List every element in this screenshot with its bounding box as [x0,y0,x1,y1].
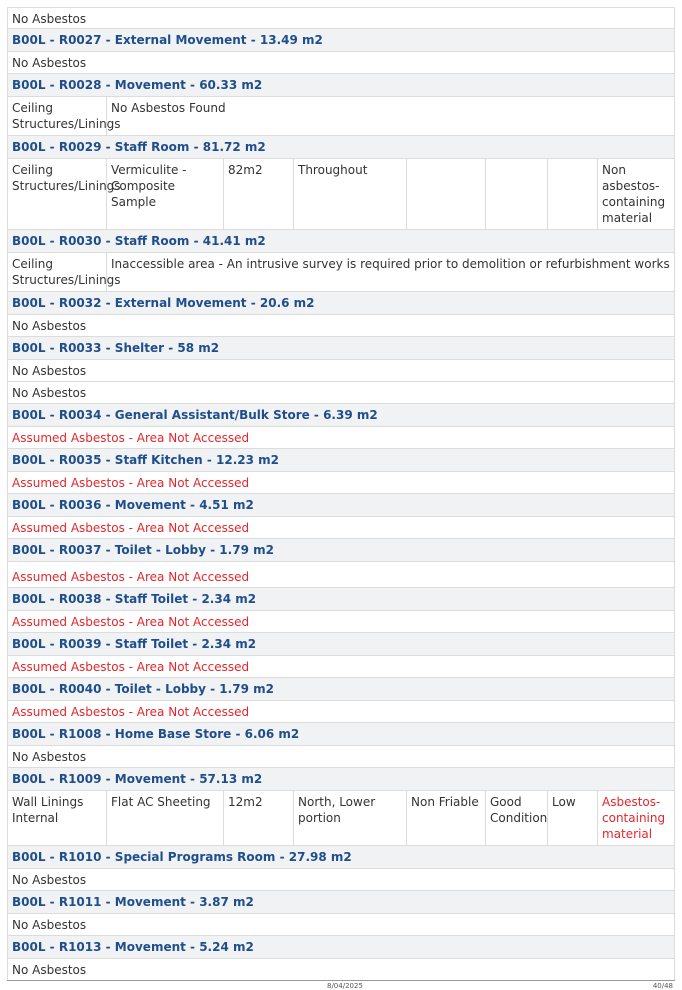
no-asbestos-row: No Asbestos [7,7,675,29]
condition-cell: Good Condition [485,791,547,845]
room-header: B00L - R0029 - Staff Room - 81.72 m2 [7,136,675,159]
quantity-cell: 82m2 [223,159,293,229]
quantity-cell: 12m2 [223,791,293,845]
no-asbestos-row: No Asbestos [7,360,675,382]
note-row [7,253,675,292]
status-cell: Asbestos-containing material [597,791,674,845]
no-asbestos-row: No Asbestos [7,315,675,337]
no-asbestos-row: No Asbestos [7,52,675,74]
assumed-asbestos-row: Assumed Asbestos - Area Not Accessed [7,427,675,449]
room-header: B00L - R1008 - Home Base Store - 6.06 m2 [7,723,675,746]
room-header: B00L - R0028 - Movement - 60.33 m2 [7,74,675,97]
extent-cell: Throughout [293,159,406,229]
assumed-asbestos-row: Assumed Asbestos - Area Not Accessed [7,562,675,588]
material-cell: Flat AC Sheeting [106,791,223,845]
material-cell: Vermiculite - Composite Sample [106,159,223,229]
page-footer [7,980,675,989]
sample-detail-row [7,791,675,846]
no-asbestos-row: No Asbestos [7,382,675,404]
assumed-asbestos-row: Assumed Asbestos - Area Not Accessed [7,517,675,539]
sample-detail-row [7,159,675,230]
location-cell: Ceiling Structures/Linings [12,257,121,287]
room-header: B00L - R1011 - Movement - 3.87 m2 [7,891,675,914]
room-header: B00L - R0032 - External Movement - 20.6 m2 [7,292,675,315]
room-header: B00L - R0033 - Shelter - 58 m2 [7,337,675,360]
location-cell: Ceiling Structures/Linings [12,101,121,131]
room-header: B00L - R0027 - External Movement - 13.49 m2 [7,29,675,52]
room-header: B00L - R1013 - Movement - 5.24 m2 [7,936,675,959]
no-asbestos-row: No Asbestos [7,869,675,891]
no-asbestos-row: No Asbestos [7,746,675,768]
footer-date: 8/04/2025 [327,982,363,990]
no-asbestos-row: No Asbestos [7,914,675,936]
room-header: B00L - R0038 - Staff Toilet - 2.34 m2 [7,588,675,611]
room-header: B00L - R1009 - Movement - 57.13 m2 [7,768,675,791]
room-header: B00L - R0040 - Toilet - Lobby - 1.79 m2 [7,678,675,701]
location-cell: Ceiling Structures/Linings [12,163,121,193]
asbestos-register-table [7,7,675,981]
assumed-asbestos-row: Assumed Asbestos - Area Not Accessed [7,472,675,494]
assumed-asbestos-row: Assumed Asbestos - Area Not Accessed [7,701,675,723]
extent-cell: North, Lower portion [293,791,406,845]
room-header: B00L - R0034 - General Assistant/Bulk Store - 6.39 m2 [7,404,675,427]
note-cell: Inaccessible area - An intrusive survey is required prior to demolition or refurbishment works [106,253,674,291]
room-header: B00L - R0030 - Staff Room - 41.41 m2 [7,230,675,253]
assumed-asbestos-row: Assumed Asbestos - Area Not Accessed [7,656,675,678]
condition-cell [485,159,547,229]
room-header: B00L - R0036 - Movement - 4.51 m2 [7,494,675,517]
risk-cell: Low [547,791,597,845]
footer-page-number: 40/48 [652,982,673,990]
friability-cell: Non Friable [406,791,485,845]
note-row [7,97,675,136]
location-cell: Wall Linings Internal [12,795,84,825]
assumed-asbestos-row: Assumed Asbestos - Area Not Accessed [7,611,675,633]
risk-cell [547,159,597,229]
status-cell: Non asbestos-containing material [597,159,674,229]
room-header: B00L - R0039 - Staff Toilet - 2.34 m2 [7,633,675,656]
room-header: B00L - R1010 - Special Programs Room - 27.98 m2 [7,846,675,869]
room-header: B00L - R0035 - Staff Kitchen - 12.23 m2 [7,449,675,472]
note-cell: No Asbestos Found [106,97,674,135]
room-header: B00L - R0037 - Toilet - Lobby - 1.79 m2 [7,539,675,562]
no-asbestos-row: No Asbestos [7,959,675,981]
friability-cell [406,159,485,229]
